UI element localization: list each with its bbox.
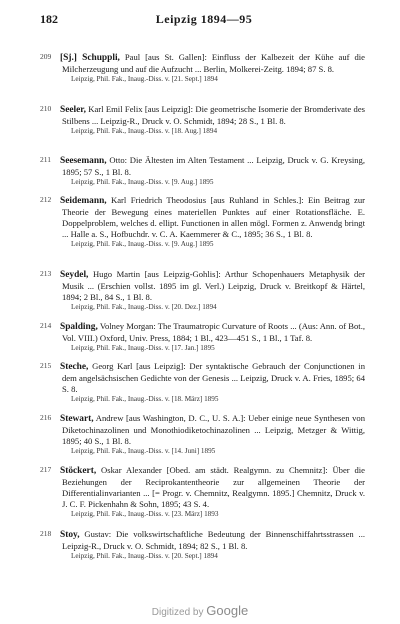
entry-note: Leipzig, Phil. Fak., Inaug.-Diss. v. [21. Sept.] 1894 — [71, 75, 218, 83]
page-number: 182 — [40, 12, 58, 26]
entry-note: Leipzig, Phil. Fak., Inaug.-Diss. v. [20. Sept.] 1894 — [71, 552, 218, 560]
dissertation-list — [40, 52, 365, 571]
entry-body — [62, 321, 365, 344]
entry-number: 210 — [40, 104, 52, 113]
entry-body — [62, 361, 365, 395]
list-item — [40, 104, 365, 155]
entry-text: Karl Emil Felix [aus Leipzig]: Die geometrische Isomerie der Bromderivate des Stilbens ... Leipzig-R., Druck v. O. Schmidt, 1894; 28 S., 1 Bl. 8. — [62, 104, 365, 126]
list-item — [40, 155, 365, 195]
entry-text: Gustav: Die volkswirtschaftliche Bedeutung der Binnenschiffahrtsstrassen ... Leipzig-R., Druck v. O. Schmidt, 1894; 82 S., 1 Bl. 8. — [62, 529, 365, 551]
entry-body — [62, 465, 365, 510]
entry-body — [62, 104, 365, 127]
author-name: [Sj.] Schuppli, — [60, 53, 120, 63]
author-name: Seydel, — [60, 270, 89, 280]
entry-body — [62, 413, 365, 447]
entry-note: Leipzig, Phil. Fak., Inaug.-Diss. v. [9. Aug.] 1895 — [71, 240, 214, 248]
entry-text: Paul [aus St. Gallen]: Einfluss der Kalbezeit der Kühe auf die Milcherzeugung und auf die Aufzucht ... Berlin, Molkerei-Zeitg. 1894; 87 S. 8. — [62, 52, 365, 74]
entry-body — [62, 52, 365, 75]
entry-text: Volney Morgan: The Traumatropic Curvature of Roots ... (Aus: Ann. of Bot., Vol. VIII.) Oxford, Univ. Press, 1884; 1 Bl., 423—451 S., 1 Bl., 1 Taf. 8. — [62, 321, 365, 343]
entry-note: Leipzig, Phil. Fak., Inaug.-Diss. v. [20. Dez.] 1894 — [71, 303, 217, 311]
list-item — [40, 321, 365, 361]
watermark-prefix: Digitized by — [151, 607, 204, 618]
entry-note: Leipzig, Phil. Fak., Inaug.-Diss. v. [17. Jan.] 1895 — [71, 344, 215, 352]
entry-body — [62, 155, 365, 178]
entry-number: 209 — [40, 52, 52, 61]
entry-body — [62, 269, 365, 303]
entry-number: 212 — [40, 195, 52, 204]
author-name: Seesemann, — [60, 156, 107, 166]
running-title: Leipzig 1894—95 — [155, 12, 253, 26]
page-header — [40, 12, 368, 28]
entry-number: 215 — [40, 361, 52, 370]
entry-number: 217 — [40, 465, 52, 474]
list-item — [40, 195, 365, 269]
author-name: Stewart, — [60, 414, 94, 424]
entry-note: Leipzig, Phil. Fak., Inaug.-Diss. v. [23. März] 1893 — [71, 510, 219, 518]
list-item — [40, 361, 365, 413]
list-item — [40, 413, 365, 465]
watermark-brand: Google — [206, 603, 249, 618]
list-item — [40, 269, 365, 321]
entry-body — [62, 529, 365, 552]
entry-number: 214 — [40, 321, 52, 330]
entry-note: Leipzig, Phil. Fak., Inaug.-Diss. v. [14. Juni] 1895 — [71, 447, 216, 455]
entry-number: 218 — [40, 529, 52, 538]
author-name: Stöckert, — [60, 466, 97, 476]
entry-text: Andrew [aus Washington, D. C., U. S. A.]: Ueber einige neue Synthesen von Diketochinazolinen und Monothiodiketochinazolinen ... Leipzig, Metzger & Wittig, 1895; 40 S., 1 Bl. 8. — [62, 413, 365, 446]
entry-body — [62, 195, 365, 240]
entry-text: Karl Friedrich Theodosius [aus Ruhland in Schles.]: Ein Beitrag zur Theorie der Bewegung eines materiellen Punktes auf einer Rotationsfläche. E. Doppelproblem, welches d. ellipt. Functionen in allen mögl. Formen z. Anwendg bringt ... Halle a. S., Hofbuchdr. v. C. A. Kaemmerer & C., 1895; 36 S., 1 Bl. 8. — [62, 195, 365, 239]
list-item — [40, 52, 365, 104]
list-item — [40, 465, 365, 529]
author-name: Stoy, — [60, 530, 80, 540]
entry-text: Oskar Alexander [Obed. am städt. Realgymn. zu Chemnitz]: Über die Beziehungen der Reciprokantentheorie zur allgemeinen Theorie der Differentialinvarianten ... [= Progr. v. Chemnitz, Realgymn. 1895.] Chemnitz, Druck v. J. C. F. Pickenhahn & Sohn, 1895; 43 S. 4. — [62, 465, 365, 509]
author-name: Steche, — [60, 362, 89, 372]
author-name: Seeler, — [60, 105, 86, 115]
entry-number: 213 — [40, 269, 52, 278]
entry-note: Leipzig, Phil. Fak., Inaug.-Diss. v. [18. März] 1895 — [71, 395, 219, 403]
entry-note: Leipzig, Phil. Fak., Inaug.-Diss. v. [9. Aug.] 1895 — [71, 178, 214, 186]
entry-text: Otto: Die Ältesten im Alten Testament ... Leipzig, Druck v. G. Kreysing, 1895; 57 S., 1 Bl. 8. — [62, 155, 365, 177]
digitization-watermark — [0, 603, 400, 618]
list-item — [40, 529, 365, 571]
author-name: Seidemann, — [60, 196, 107, 206]
entry-number: 211 — [40, 155, 51, 164]
entry-number: 216 — [40, 413, 52, 422]
entry-text: Georg Karl [aus Leipzig]: Der syntaktische Gebrauch der Conjunctionen in dem angelsächsischen Gedichte von der Genesis ... Leipzig, Druck v. A. Fries, 1895; 64 S. 8. — [62, 361, 365, 394]
author-name: Spalding, — [60, 322, 98, 332]
entry-text: Hugo Martin [aus Leipzig-Gohlis]: Arthur Schopenhauers Metaphysik der Musik ... (Erschien vollst. 1895 im gl. Verl.) Leipzig, Druck v. Breitkopf & Härtel, 1894; 2 Bl., 84 S., 1 Bl. 8. — [62, 269, 365, 302]
entry-note: Leipzig, Phil. Fak., Inaug.-Diss. v. [18. Aug.] 1894 — [71, 127, 218, 135]
